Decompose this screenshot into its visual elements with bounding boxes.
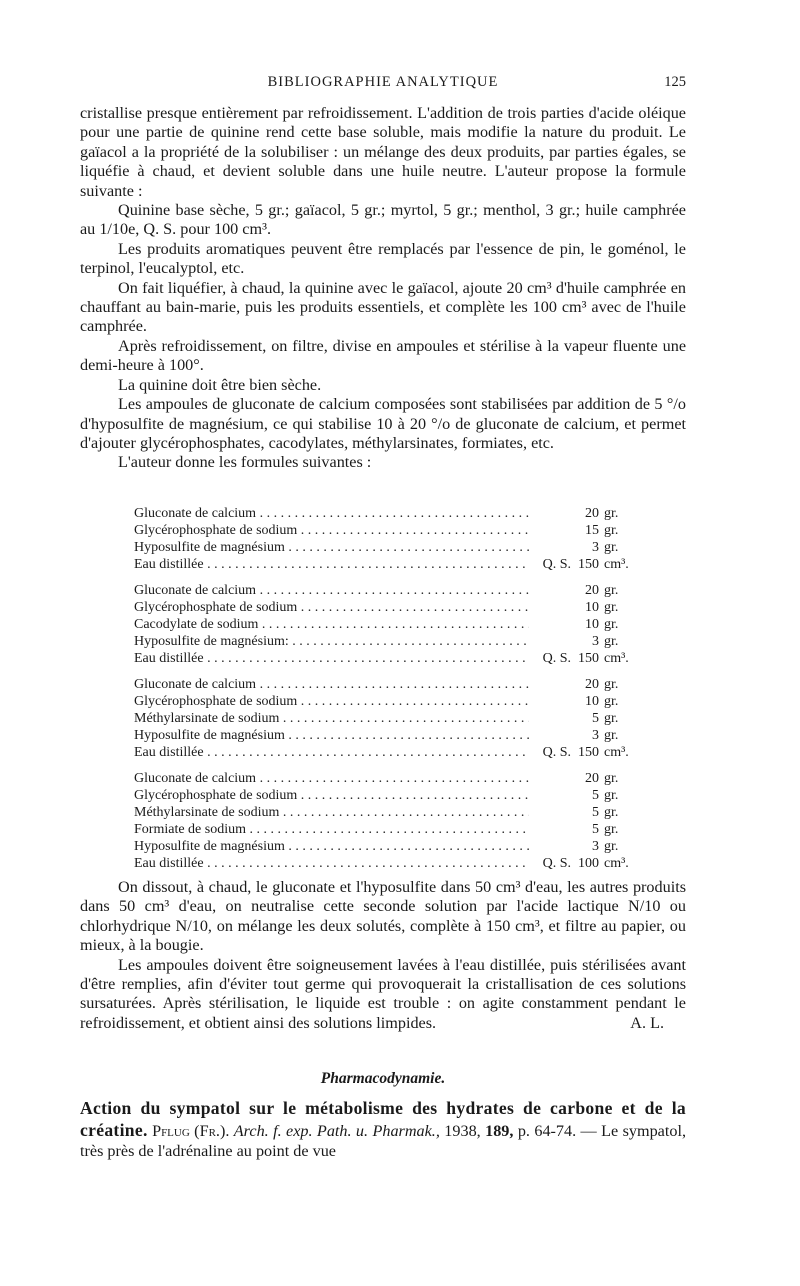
ingredient-amount: 3	[592, 839, 599, 854]
ingredient-unit: gr.	[604, 540, 619, 555]
ingredient-unit: gr.	[604, 634, 619, 649]
formula-row	[134, 522, 644, 539]
ingredient-name: Gluconate de calcium . . .	[134, 770, 529, 787]
formula-row	[134, 744, 644, 761]
ingredient-name: Méthylarsinate de sodium . . .	[134, 804, 529, 821]
quantity-sufficient: Q. S.	[542, 651, 571, 666]
paragraph: On fait liquéfier, à chaud, la quinine avec le gaïacol, ajoute 20 cm³ d'huile camphrée en chauffant au bain-marie, puis les produits essentiels, et complète les 100 cm³ avec de l'huile camphrée.	[80, 278, 686, 336]
ingredient-amount: 150	[578, 557, 599, 572]
article-volume: 189,	[485, 1121, 514, 1140]
ingredient-name: Glycérophosphate de sodium . . .	[134, 522, 529, 539]
paragraph: La quinine doit être bien sèche.	[118, 375, 322, 394]
quantity-sufficient	[529, 821, 575, 838]
article-title: Action du sympatol sur le métabolisme des hydrates de carbone et de la créatine.	[80, 1098, 686, 1140]
ingredient-amount: 3	[592, 728, 599, 743]
quantity-sufficient	[529, 539, 575, 556]
formula-row	[134, 676, 644, 693]
ingredient-unit: gr.	[604, 839, 619, 854]
quantity-sufficient: Q. S.	[542, 856, 571, 871]
ingredient-unit: gr.	[604, 788, 619, 803]
ingredient-name: Eau distillée . . .	[134, 556, 529, 573]
ingredient-amount: 5	[592, 711, 599, 726]
ingredient-name: Gluconate de calcium . . .	[134, 505, 529, 522]
ingredient-amount: 20	[585, 583, 599, 598]
formula-group	[134, 676, 644, 761]
ingredient-unit: gr.	[604, 583, 619, 598]
formula-row	[134, 599, 644, 616]
formula-row	[134, 710, 644, 727]
ingredient-unit: gr.	[604, 805, 619, 820]
formula-row	[134, 539, 644, 556]
quantity-sufficient	[529, 727, 575, 744]
ingredient-amount: 15	[585, 523, 599, 538]
ingredient-amount: 150	[578, 745, 599, 760]
ingredient-unit: cm³.	[604, 856, 629, 871]
ingredient-name: Hyposulfite de magnésium: . . .	[134, 633, 529, 650]
article-pages: p. 64-74. — Le sympatol, très près de l'adrénaline au point de vue	[80, 1121, 686, 1160]
paragraph: On dissout, à chaud, le gluconate et l'hyposulfite dans 50 cm³ d'eau, les autres produits dans 50 cm³ d'eau, on neutralise cette seconde solution par l'acide lactique N/10 ou chlorhydrique N/10, on mélange les deux solutés, complète à 150 cm³, et filtre au papier, ou mieux, à la bougie.	[80, 878, 686, 955]
ingredient-amount: 3	[592, 540, 599, 555]
ingredient-unit: gr.	[604, 822, 619, 837]
ingredient-amount: 20	[585, 506, 599, 521]
quantity-sufficient	[529, 770, 575, 787]
ingredient-amount: 10	[585, 617, 599, 632]
page-number: 125	[664, 74, 686, 90]
quantity-sufficient	[529, 633, 575, 650]
ingredient-unit: cm³.	[604, 651, 629, 666]
ingredient-amount: 10	[585, 600, 599, 615]
ingredient-unit: gr.	[604, 677, 619, 692]
quantity-sufficient: Q. S.	[542, 745, 571, 760]
quantity-sufficient	[529, 505, 575, 522]
ingredient-amount: 5	[592, 805, 599, 820]
quantity-sufficient	[529, 710, 575, 727]
formula-group	[134, 770, 644, 872]
ingredient-name: Gluconate de calcium . . .	[134, 582, 529, 599]
quantity-sufficient	[529, 804, 575, 821]
paragraph: Les ampoules de gluconate de calcium composées sont stabilisées par addition de 5 °/o d'hyposulfite de magnésium, ce qui stabilise 10 à 20 °/o de gluconate de calcium, et permet d'ajouter glycérophosphates, cacodylates, méthylarsinates, formiates, etc.	[80, 395, 686, 452]
ingredient-amount: 100	[578, 856, 599, 871]
quantity-sufficient	[529, 582, 575, 599]
quantity-sufficient	[529, 522, 575, 539]
ingredient-name: Hyposulfite de magnésium . . .	[134, 838, 529, 855]
paragraph: Quinine base sèche, 5 gr.; gaïacol, 5 gr.; myrtol, 5 gr.; menthol, 3 gr.; huile camphrée au 1/10e, Q. S. pour 100 cm³.	[80, 201, 686, 239]
ingredient-amount: 150	[578, 651, 599, 666]
formula-row	[134, 633, 644, 650]
article-year: 1938,	[444, 1121, 481, 1140]
ingredient-amount: 5	[592, 788, 599, 803]
article-entry	[80, 1098, 686, 1162]
ingredient-unit: gr.	[604, 523, 619, 538]
formula-row	[134, 787, 644, 804]
formula-row	[134, 770, 644, 787]
ingredient-name: Eau distillée . . .	[134, 855, 529, 872]
paragraph: Après refroidissement, on filtre, divise en ampoules et stérilise à la vapeur fluente une demi-heure à 100°.	[80, 336, 686, 375]
formula-row	[134, 616, 644, 633]
formula-row	[134, 505, 644, 522]
ingredient-name: Glycérophosphate de sodium . . .	[134, 599, 529, 616]
quantity-sufficient: Q. S.	[542, 557, 571, 572]
formula-row	[134, 855, 644, 872]
ingredient-name: Gluconate de calcium . . .	[134, 676, 529, 693]
ingredient-name: Méthylarsinate de sodium . . .	[134, 710, 529, 727]
paragraph: L'auteur donne les formules suivantes :	[118, 453, 372, 472]
ingredient-unit: gr.	[604, 694, 619, 709]
formula-row	[134, 693, 644, 710]
quantity-sufficient	[529, 787, 575, 804]
ingredient-amount: 5	[592, 822, 599, 837]
quantity-sufficient	[529, 676, 575, 693]
ingredient-name: Hyposulfite de magnésium . . .	[134, 539, 529, 556]
ingredient-unit: cm³.	[604, 745, 629, 760]
formula-group	[134, 505, 644, 573]
formula-row	[134, 838, 644, 855]
quantity-sufficient	[529, 599, 575, 616]
article-journal: Arch. f. exp. Path. u. Pharmak.,	[233, 1121, 440, 1140]
ingredient-name: Cacodylate de sodium . . .	[134, 616, 529, 633]
section-title: Pharmacodynamie.	[320, 1070, 446, 1087]
ingredient-name: Eau distillée . . .	[134, 650, 529, 667]
formula-row	[134, 821, 644, 838]
formula-row	[134, 582, 644, 599]
body-text-top	[80, 104, 686, 473]
formula-list	[134, 505, 644, 881]
quantity-sufficient	[529, 616, 575, 633]
ingredient-amount: 10	[585, 694, 599, 709]
formula-row	[134, 804, 644, 821]
ingredient-amount: 20	[585, 677, 599, 692]
body-text-bottom	[80, 878, 686, 1033]
author-initials: A. L.	[630, 1013, 664, 1032]
formula-row	[134, 650, 644, 667]
ingredient-name: Formiate de sodium . . .	[134, 821, 529, 838]
ingredient-name: Hyposulfite de magnésium . . .	[134, 727, 529, 744]
quantity-sufficient	[529, 838, 575, 855]
ingredient-unit: gr.	[604, 728, 619, 743]
ingredient-unit: cm³.	[604, 557, 629, 572]
ingredient-amount: 3	[592, 634, 599, 649]
quantity-sufficient	[529, 693, 575, 710]
ingredient-name: Glycérophosphate de sodium . . .	[134, 693, 529, 710]
article-author: Pflug (Fr.).	[152, 1121, 230, 1140]
formula-row	[134, 556, 644, 573]
ingredient-unit: gr.	[604, 617, 619, 632]
ingredient-unit: gr.	[604, 506, 619, 521]
formula-row	[134, 727, 644, 744]
ingredient-amount: 20	[585, 771, 599, 786]
ingredient-name: Glycérophosphate de sodium . . .	[134, 787, 529, 804]
formula-group	[134, 582, 644, 667]
paragraph: Les ampoules doivent être soigneusement lavées à l'eau distillée, puis stérilisées avant d'être remplies, afin d'éviter tout germe qui provoquerait la cristallisation de ces solutions sursaturées. Après stérilisation, le liquide est trouble : on agite constamment pendant le refroidissement, et obtient ainsi des solutions limpides.	[80, 955, 686, 1032]
ingredient-unit: gr.	[604, 711, 619, 726]
ingredient-name: Eau distillée . . .	[134, 744, 529, 761]
page-header	[80, 74, 686, 96]
ingredient-unit: gr.	[604, 600, 619, 615]
paragraph: cristallise presque entièrement par refroidissement. L'addition de trois parties d'acide oléique pour une partie de quinine rend cette base soluble, mais modifie la nature du produit. Le gaïacol a la propriété de la solubiliser : un mélange des deux produits, par parties égales, se liquéfie à chaud, et devient soluble dans une huile neutre. L'auteur propose la formule suivante :	[80, 104, 686, 200]
ingredient-unit: gr.	[604, 771, 619, 786]
running-title: BIBLIOGRAPHIE ANALYTIQUE	[267, 74, 499, 90]
paragraph: Les produits aromatiques peuvent être remplacés par l'essence de pin, le goménol, le terpinol, l'eucalyptol, etc.	[80, 239, 686, 278]
